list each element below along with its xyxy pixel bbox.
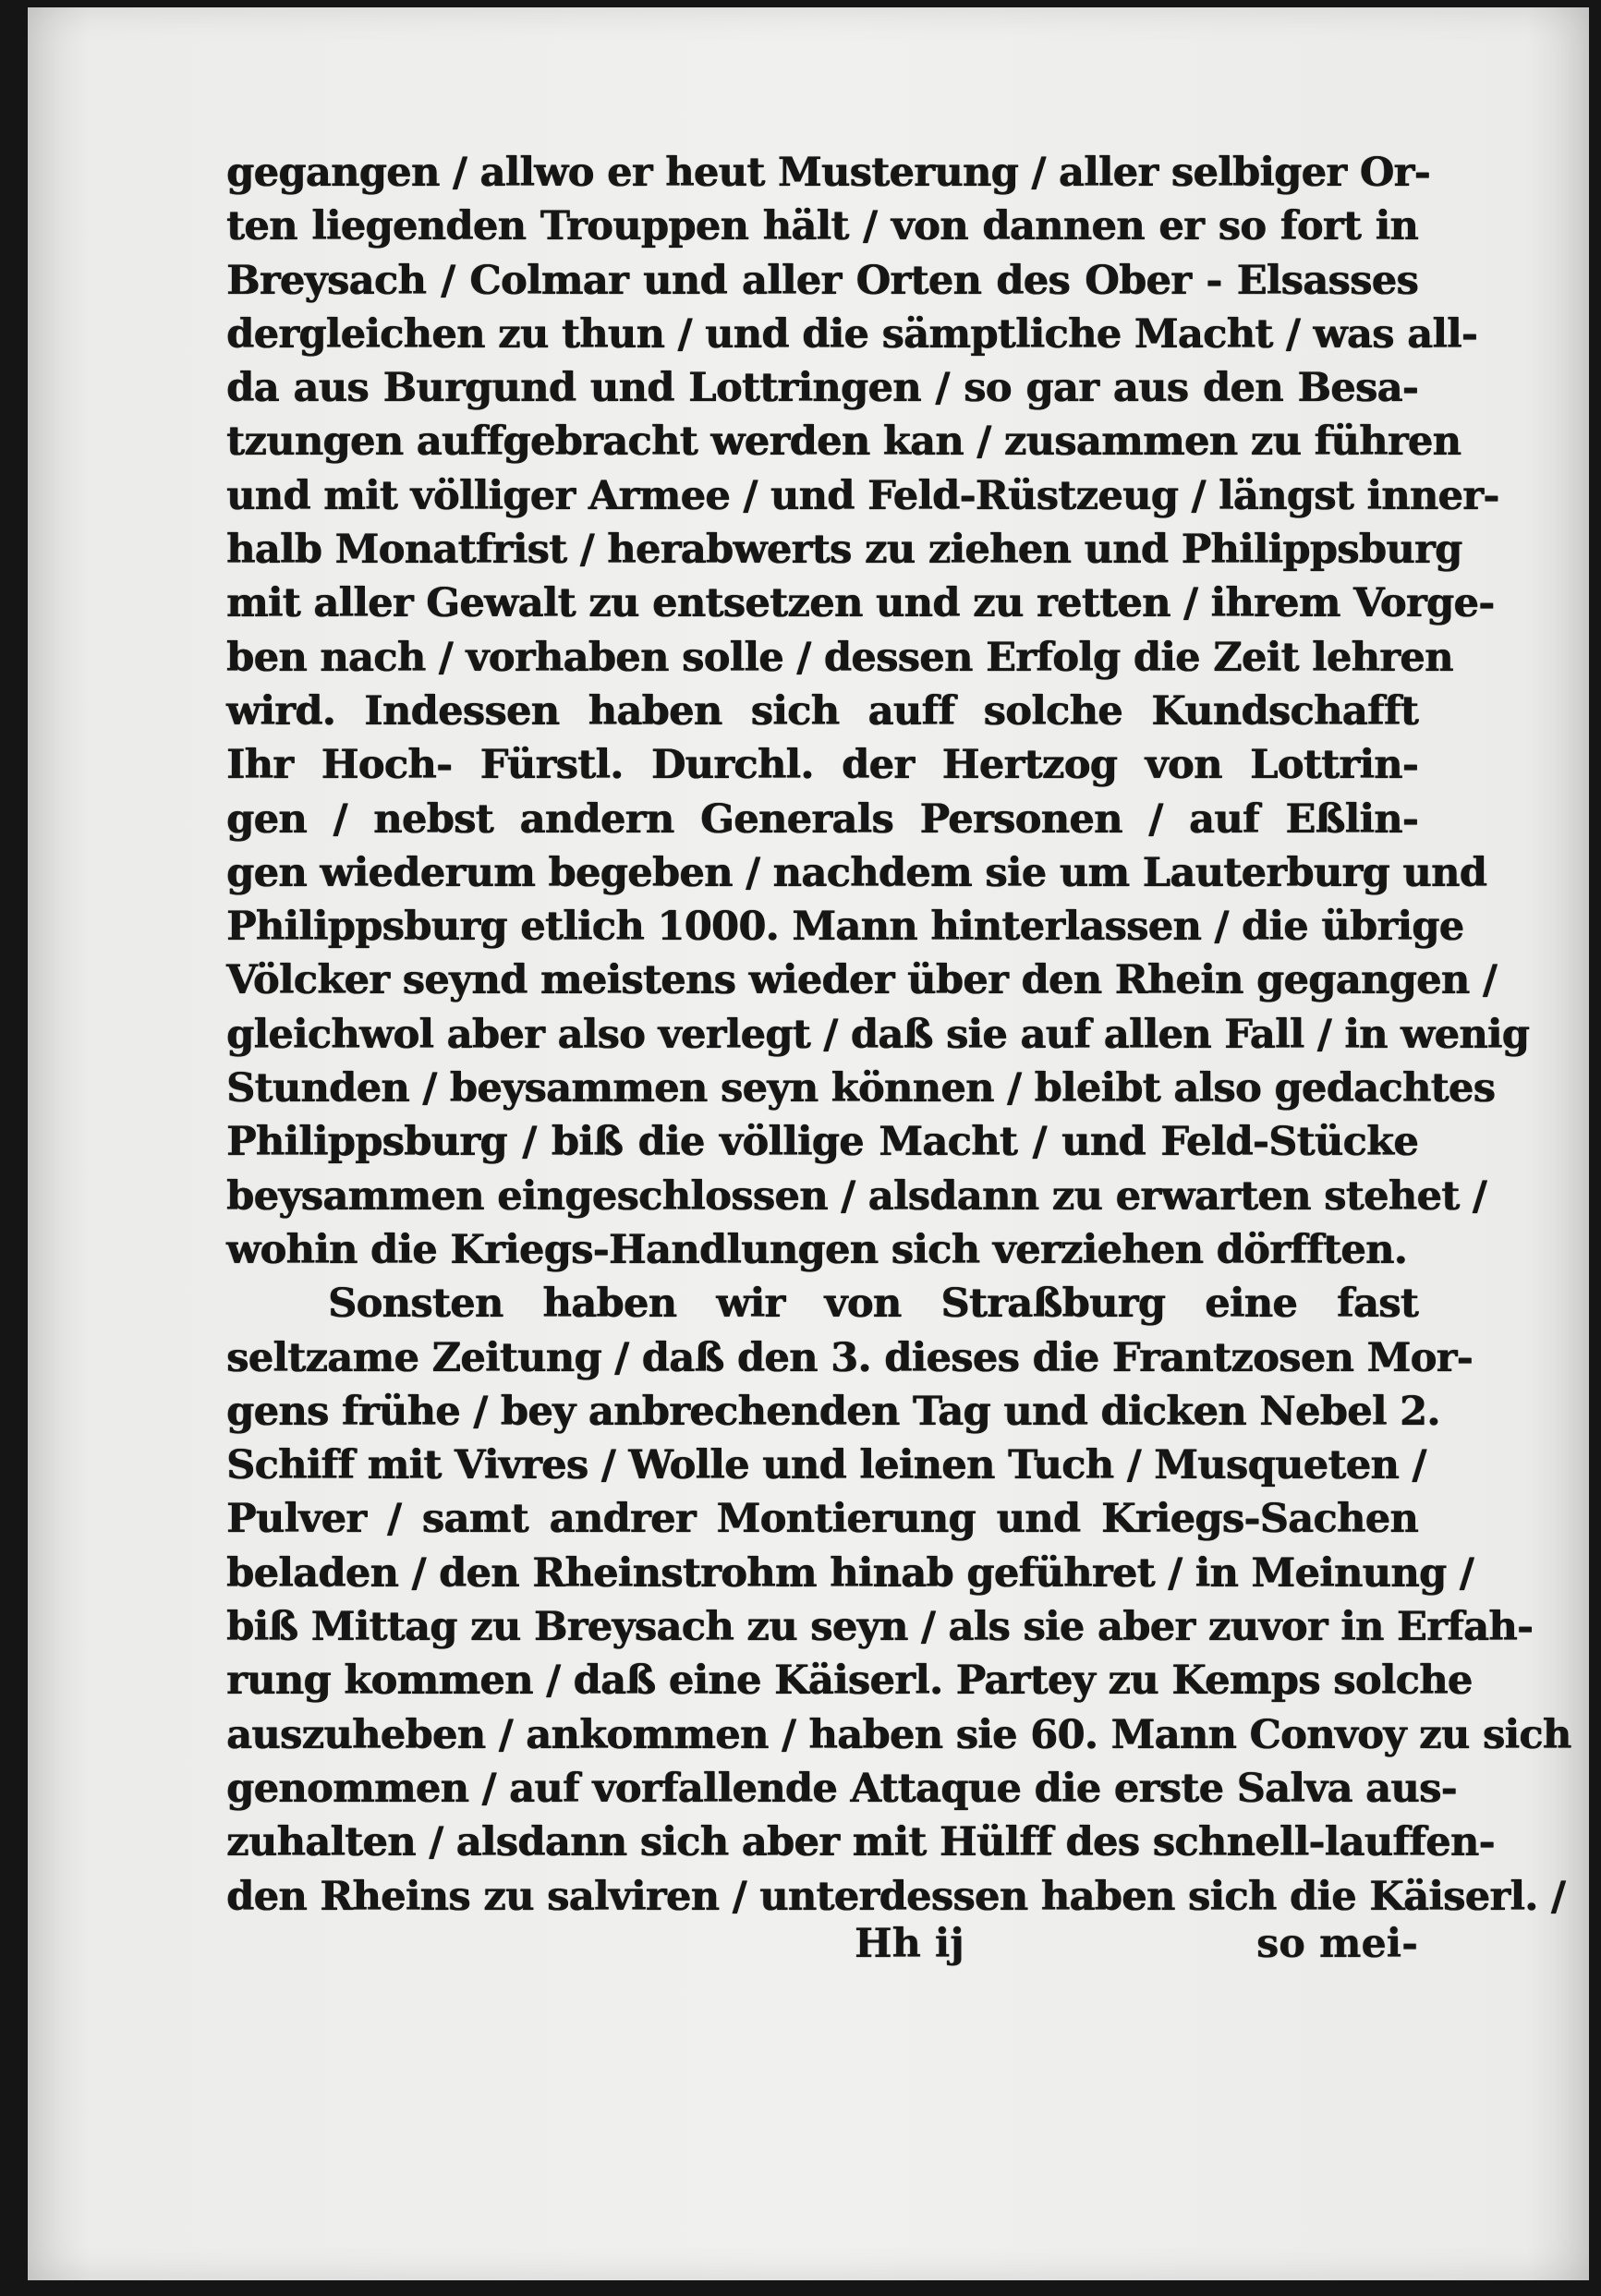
- catchword: so mei-: [1256, 1921, 1418, 1967]
- paragraph-start-line: Sonsten haben wir von Straßburg eine fast: [328, 1281, 1418, 1328]
- text-line: Völcker seynd meistens wieder über den Rhein gegangen /: [226, 957, 1497, 1004]
- text-line: halb Monatfrist / herabwerts zu ziehen und Philippsburg: [226, 527, 1462, 574]
- text-line: gleichwol aber also verlegt / daß sie auf allen Fall / in wenig: [226, 1011, 1530, 1058]
- text-line: da aus Burgund und Lottringen / so gar aus den Besa-: [226, 365, 1418, 412]
- text-line: Stunden / beysammen seyn können / bleibt also gedachtes: [226, 1065, 1496, 1112]
- signature-mark: Hh ij: [855, 1921, 964, 1967]
- text-line: ten liegenden Trouppen hält / von dannen er so fort in: [226, 203, 1418, 250]
- text-line: rung kommen / daß eine Käiserl. Partey zu Kemps solche: [226, 1658, 1473, 1705]
- text-line: beysammen eingeschlossen / alsdann zu erwarten stehet /: [226, 1172, 1486, 1220]
- text-block: [226, 146, 1571, 1920]
- text-line: Philippsburg etlich 1000. Mann hinterlassen / die übrige: [226, 904, 1464, 951]
- text-line: Pulver / samt andrer Montierung und Kriegs-Sachen: [226, 1496, 1418, 1543]
- text-line: beladen / den Rheinstrohm hinab geführet / in Meinung /: [226, 1549, 1474, 1597]
- text-line: und mit völliger Armee / und Feld-Rüstzeug / längst inner-: [226, 472, 1499, 519]
- text-line: genommen / auf vorfallende Attaque die erste Salva aus-: [226, 1765, 1457, 1812]
- text-line: mit aller Gewalt zu entsetzen und zu retten / ihrem Vorge-: [226, 580, 1495, 627]
- text-line: biß Mittag zu Breysach zu seyn / als sie aber zuvor in Erfah-: [226, 1604, 1534, 1651]
- text-line: zuhalten / alsdann sich aber mit Hülff des schnell-lauffen-: [226, 1819, 1495, 1866]
- text-line: seltzame Zeitung / daß den 3. dieses die Frantzosen Mor-: [226, 1334, 1473, 1381]
- text-line: ben nach / vorhaben solle / dessen Erfolg die Zeit lehren: [226, 634, 1453, 681]
- text-line: Breysach / Colmar und aller Orten des Ober - Elsasses: [226, 257, 1418, 304]
- text-line: tzungen auffgebracht werden kan / zusammen zu führen: [226, 419, 1462, 466]
- text-line: wird. Indessen haben sich auff solche Kundschafft: [226, 687, 1418, 735]
- text-line: gen / nebst andern Generals Personen / auf Eßlin-: [226, 796, 1418, 843]
- text-line: Schiff mit Vivres / Wolle und leinen Tuch / Musqueten /: [226, 1442, 1426, 1489]
- text-line: gens frühe / bey anbrechenden Tag und dicken Nebel 2.: [226, 1388, 1440, 1435]
- page-footer: [226, 1916, 1418, 1972]
- text-line: Ihr Hoch- Fürstl. Durchl. der Hertzog von Lottrin-: [226, 742, 1418, 789]
- text-line: gegangen / allwo er heut Musterung / aller selbiger Or-: [226, 150, 1430, 196]
- text-line: gen wiederum begeben / nachdem sie um Lauterburg und: [226, 849, 1487, 896]
- text-line: den Rheins zu salviren / unterdessen haben sich die Käiserl. /: [226, 1873, 1565, 1920]
- text-line: wohin die Kriegs-Handlungen sich verziehen dörfften.: [226, 1226, 1408, 1273]
- document-page: [28, 7, 1589, 2280]
- text-line: Philippsburg / biß die völlige Macht / und Feld-Stücke: [226, 1119, 1418, 1166]
- text-line: auszuheben / ankommen / haben sie 60. Mann Convoy zu sich: [226, 1711, 1571, 1758]
- text-line: dergleichen zu thun / und die sämptliche Macht / was all-: [226, 310, 1478, 358]
